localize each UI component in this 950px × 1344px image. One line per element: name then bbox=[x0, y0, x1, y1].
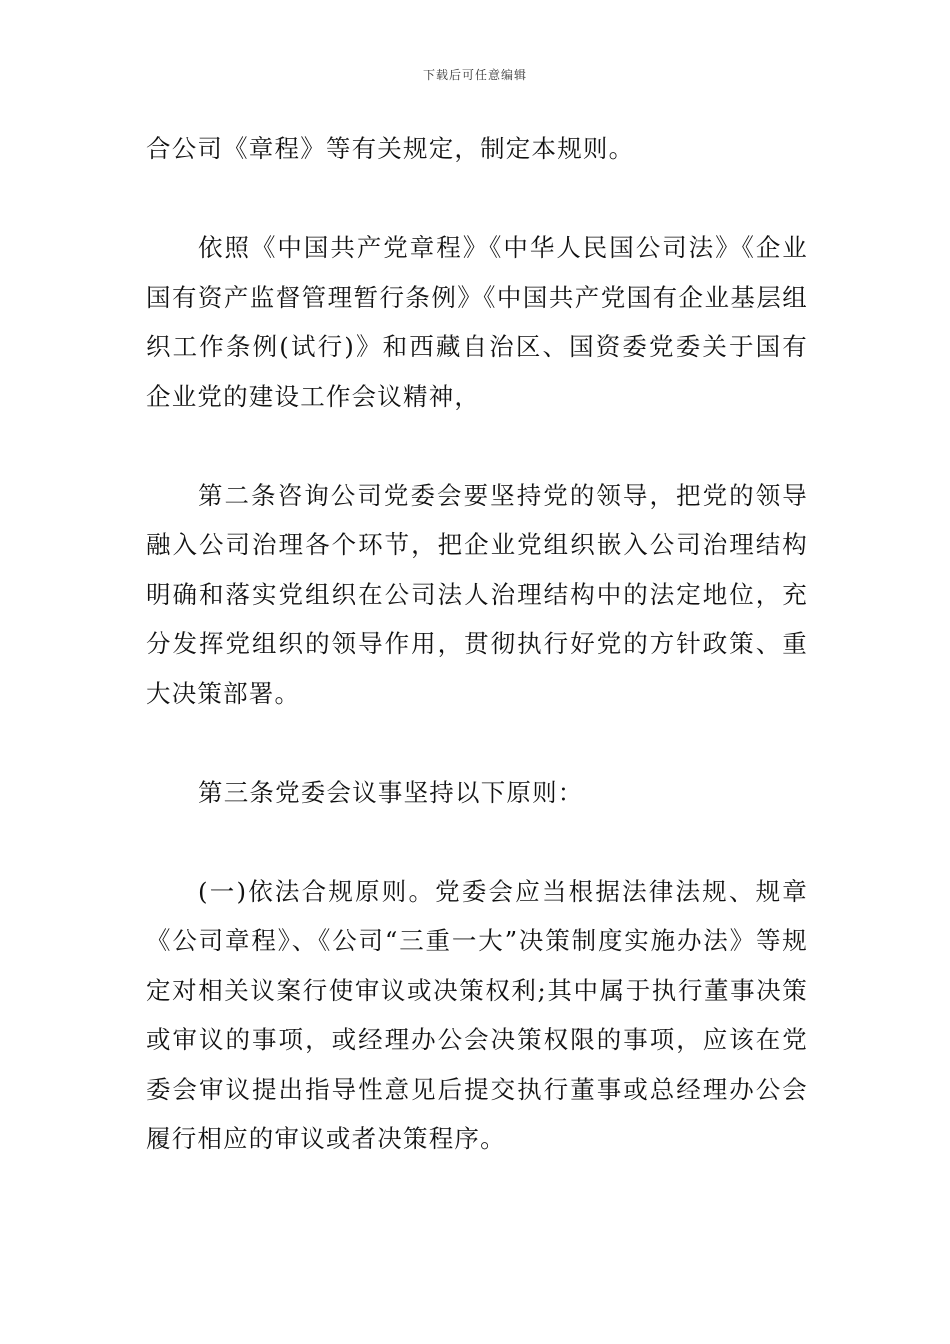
paragraph-continuation: 合公司《章程》等有关规定，制定本规则。 bbox=[146, 134, 635, 163]
paragraph-gap bbox=[146, 174, 808, 224]
paragraph-gap bbox=[146, 817, 808, 867]
page-header-note: 下载后可任意编辑 bbox=[422, 68, 527, 82]
paragraph-gap bbox=[146, 421, 808, 471]
paragraph-basis: 依照《中国共产党章程》《中华人民国公司法》《企业国有资产监督管理暂行条例》《中国共产党国有企业基层组织工作条例(试行)》和西藏自治区、国资委党委关于国有企业党的建设工作会议精神， bbox=[146, 233, 808, 411]
paragraph-article-2: 第二条咨询公司党委会要坚持党的领导，把党的领导融入公司治理各个环节，把企业党组织嵌入公司治理结构明确和落实党组织在公司法人治理结构中的法定地位，充分发挥党组织的领导作用，贯彻执行好党的方针政策、重大决策部署。 bbox=[146, 480, 808, 708]
paragraph-gap bbox=[146, 718, 808, 768]
paragraph-principle-1: (一)依法合规原则。党委会应当根据法律法规、规章《公司章程》、《公司“三重一大”决策制度实施办法》等规定对相关议案行使审议或决策权利;其中属于执行董事决策或审议的事项，或经理办公会决策权限的事项，应该在党委会审议提出指导性意见后提交执行董事或总经理办公会履行相应的审议或者决策程序。 bbox=[146, 876, 808, 1153]
document-body bbox=[146, 124, 808, 1164]
paragraph-article-3: 第三条党委会议事坚持以下原则： bbox=[198, 777, 584, 807]
